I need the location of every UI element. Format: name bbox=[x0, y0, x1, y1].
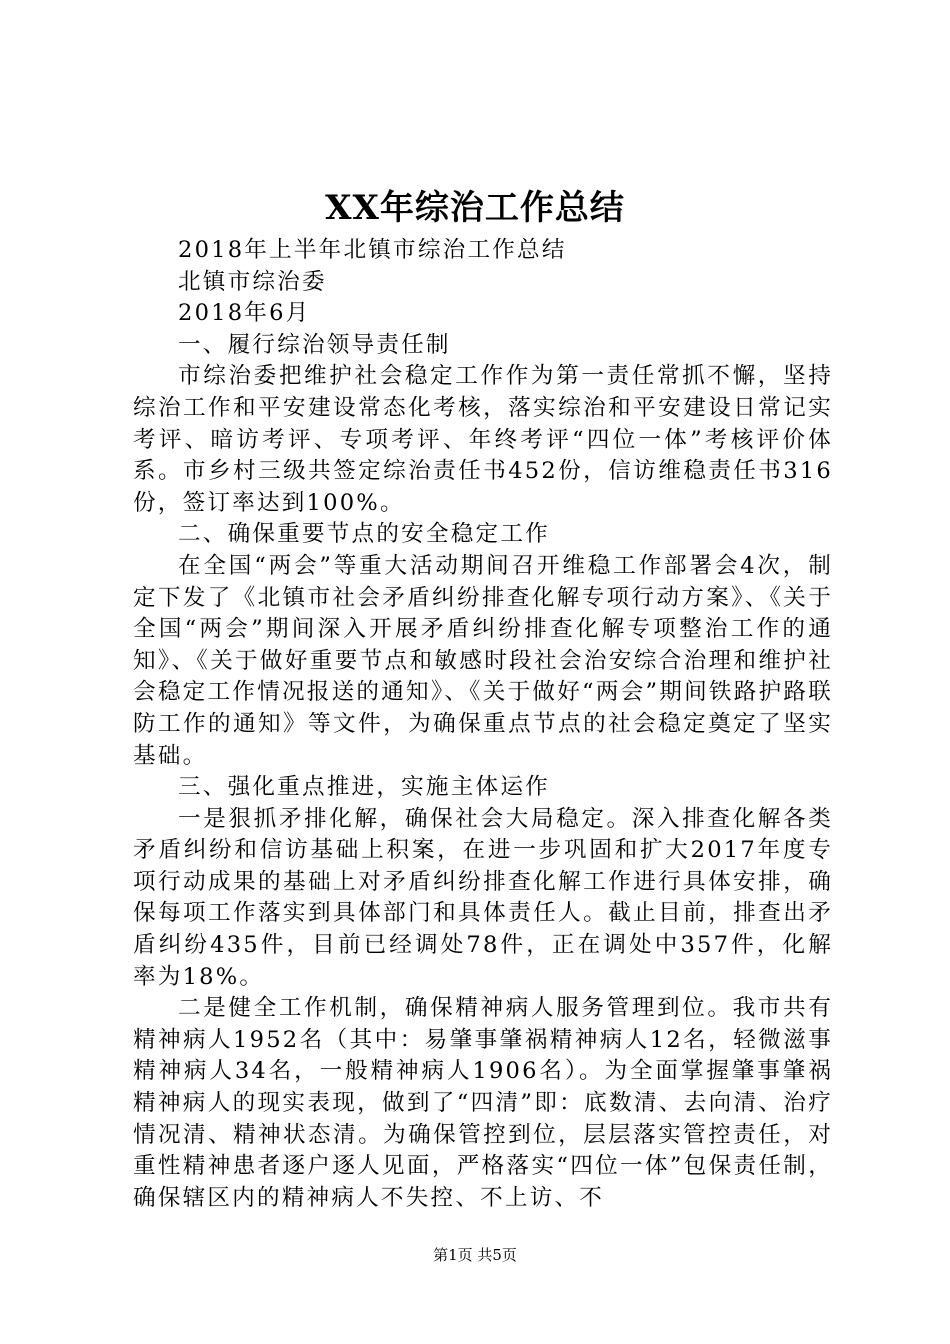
body-paragraph: 市综治委把维护社会稳定工作作为第一责任常抓不懈，坚持综治工作和平安建设常态化考核，落实综治和平安建设日常记实考评、暗访考评、专项考评、年终考评“四位一体”考核评价体系。市乡村三级共签定综治责任书452份，信访维稳责任书316份，签订率达到100%。 bbox=[133, 363, 833, 516]
document-body bbox=[133, 235, 833, 1214]
section-heading-2: 二、确保重要节点的安全稳定工作 bbox=[178, 521, 550, 548]
date-paragraph: 2018年6月 bbox=[178, 300, 311, 327]
author-paragraph: 北镇市综治委 bbox=[178, 268, 327, 295]
section-heading-1: 一、履行综治领导责任制 bbox=[178, 331, 451, 358]
body-paragraph: 二是健全工作机制，确保精神病人服务管理到位。我市共有精神病人1952名（其中：易肇事肇祸精神病人12名，轻微滋事精神病人34名，一般精神病人1906名）。为全面掌握肇事肇祸精神病人的现实表现，做到了“四清”即：底数清、去向清、治疗情况清、精神状态清。为确保管控到位，层层落实管控责任，对重性精神患者逐户逐人见面，严格落实“四位一体”包保责任制，确保辖区内的精神病人不失控、不上访、不 bbox=[133, 995, 833, 1211]
section-heading-3: 三、强化重点推进，实施主体运作 bbox=[178, 774, 550, 801]
body-paragraph: 在全国“两会”等重大活动期间召开维稳工作部署会4次，制定下发了《北镇市社会矛盾纠纷排查化解专项行动方案》、《关于全国“两会”期间深入开展矛盾纠纷排查化解专项整治工作的通知》、《关于做好重要节点和敏感时段社会治安综合治理和维护社会稳定工作情况报送的通知》、《关于做好“两会”期间铁路护路联防工作的通知》等文件，为确保重点节点的社会稳定奠定了坚实基础。 bbox=[133, 552, 833, 769]
subtitle-paragraph: 2018年上半年北镇市综治工作总结 bbox=[178, 237, 567, 263]
page-number-footer: 第1页 共5页 bbox=[433, 1246, 517, 1264]
document-title: XX年综治工作总结 bbox=[325, 188, 625, 228]
body-paragraph: 一是狠抓矛排化解，确保社会大局稳定。深入排查化解各类矛盾纠纷和信访基础上积案，在进一步巩固和扩大2017年度专项行动成果的基础上对矛盾纠纷排查化解工作进行具体安排，确保每项工作落实到具体部门和具体责任人。截止目前，排查出矛盾纠纷435件，目前已经调处78件，正在调处中357件，化解率为18%。 bbox=[133, 805, 833, 990]
